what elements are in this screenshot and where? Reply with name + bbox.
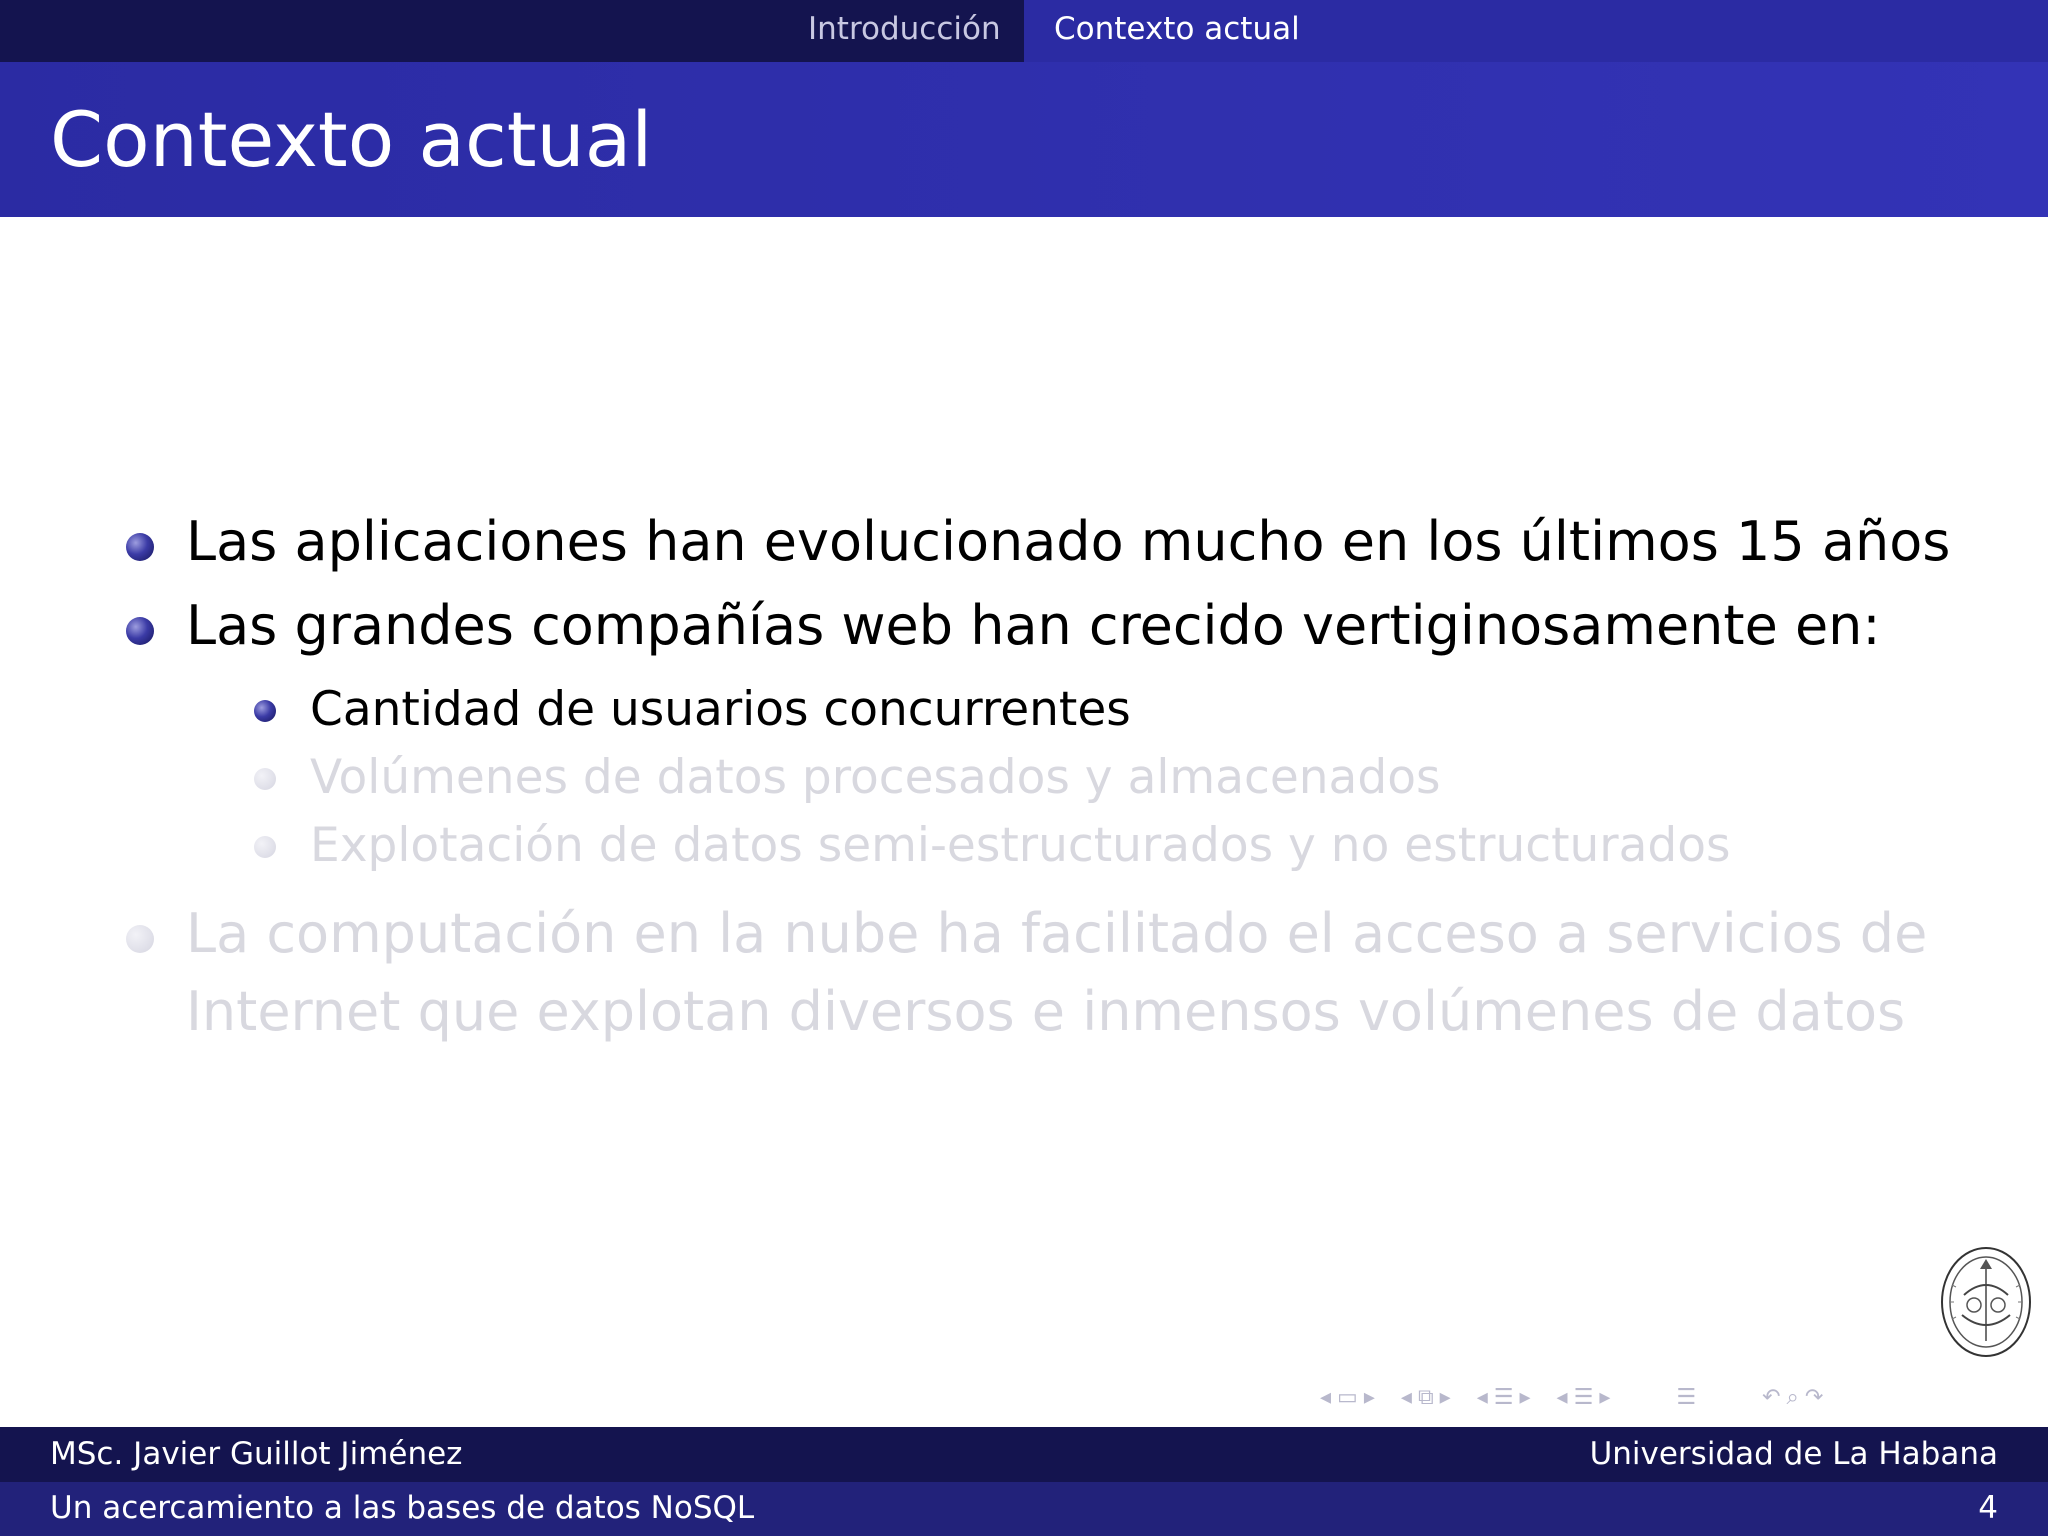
subsection-forward-icon[interactable]: ▸ — [1519, 1384, 1531, 1410]
sub-bullet-3 — [254, 836, 276, 858]
footer-top-bar — [0, 1427, 2048, 1482]
frame-forward-icon[interactable]: ▸ — [1363, 1384, 1375, 1410]
section-navigation-bar — [0, 0, 2048, 62]
sub-bullet-2 — [254, 768, 276, 790]
sub-bullet-1 — [254, 700, 276, 722]
section-icon[interactable]: ☰ — [1573, 1384, 1594, 1410]
outline-icon[interactable]: ☰ — [1676, 1384, 1697, 1410]
bullet-item-3-line-2: Internet que explotan diversos e inmensos volúmenes de datos — [186, 980, 1906, 1043]
section-link-contexto-actual[interactable]: Contexto actual — [1024, 0, 2048, 62]
section-back-icon[interactable]: ◂ — [1556, 1384, 1568, 1410]
section-forward-icon[interactable]: ▸ — [1599, 1384, 1611, 1410]
bullet-item-1: Las aplicaciones han evolucionado mucho en los últimos 15 años — [186, 510, 1951, 573]
search-icon[interactable]: ⌕ — [1786, 1384, 1799, 1410]
redo-icon[interactable]: ↷ — [1804, 1384, 1824, 1410]
subsection-back-icon[interactable]: ◂ — [1476, 1384, 1488, 1410]
subsection-icon[interactable]: ☰ — [1493, 1384, 1514, 1410]
footer-bottom-bar — [0, 1482, 2048, 1536]
slide-forward-icon[interactable]: ▸ — [1439, 1384, 1451, 1410]
sub-bullet-item-1: Cantidad de usuarios concurrentes — [310, 682, 1131, 737]
university-seal-logo — [1940, 1245, 2032, 1359]
footer-author: MSc. Javier Guillot Jiménez — [50, 1436, 463, 1472]
undo-icon[interactable]: ↶ — [1762, 1384, 1781, 1410]
slide-back-icon[interactable]: ◂ — [1400, 1384, 1412, 1410]
frame-title-bar — [0, 62, 2048, 217]
section-link-introduccion[interactable]: Introducción — [808, 11, 1001, 47]
frame-icon[interactable]: ▭ — [1337, 1384, 1358, 1410]
footer-institution: Universidad de La Habana — [1589, 1436, 1998, 1472]
slide-title: Contexto actual — [50, 95, 653, 184]
footer-page-number: 4 — [1978, 1490, 1998, 1526]
beamer-navigation-symbols — [1320, 1382, 1823, 1412]
bullet-1 — [126, 533, 154, 561]
frame-back-icon[interactable]: ◂ — [1320, 1384, 1332, 1410]
bullet-item-3-line-1: La computación en la nube ha facilitado el acceso a servicios de — [186, 902, 1928, 965]
slide-icon[interactable]: ⧉ — [1417, 1384, 1434, 1410]
footer-talk-title: Un acercamiento a las bases de datos NoSQL — [50, 1490, 755, 1526]
bullet-2 — [126, 617, 154, 645]
bullet-item-2: Las grandes compañías web han crecido vertiginosamente en: — [186, 594, 1881, 657]
bullet-3 — [126, 925, 154, 953]
sub-bullet-item-3: Explotación de datos semi-estructurados y no estructurados — [310, 818, 1731, 873]
sub-bullet-item-2: Volúmenes de datos procesados y almacenados — [310, 750, 1441, 805]
